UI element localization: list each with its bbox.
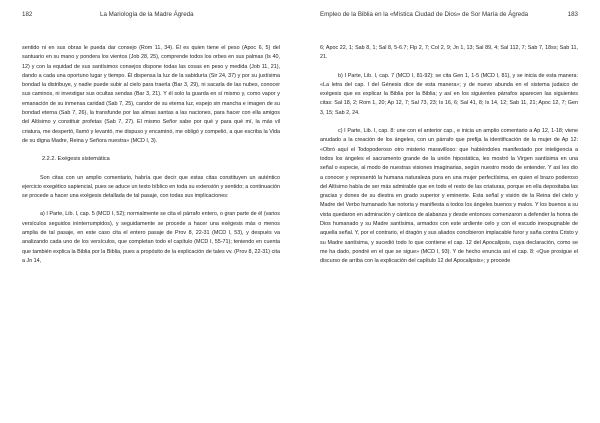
left-page-number: 182 xyxy=(22,11,33,18)
left-paragraph-1: sentido ni en sus obras le pueda dar consejo (Rom 11, 34). Él es quien tiene el peso (Apoc 6, 5) del santuario en su mano y pondera los vientos (Job 28, 25), comprende todos los orbes en sus palmas (Is 40, 12) y con la equidad de sus santísimos consejos dispone todas las cosas en peso y medida (Job 11, 21), dando a cada una oportuno lugar y tiempo. Él dispensa la luz de la sabiduría (Sir 24, 37) y por su justísima bondad la distribuye, y nadie puede subir al cielo para traerla (Bar 3, 29), ni sacarla de las nubes, conocer sus caminos, ni investigar sus ocultas sendas (Bar 3, 21). Y él solo la guarda en sí mismo y, como vapor y emanación de su inmensa caridad (Sab 7, 25), candor de su eterna luz, espejo sin mancha e imagen de su bondad eterna (Sab 7, 26), la transfunde por las almas santas a las naciones, para hacer con ella amigos del Altísimo y constituir profetas (Sab 7, 27). El mismo Señor sabe por qué y para qué mí, la más vil criatura, me despertó, llamó y levantó, me dispuso y encaminó, me obligó y compelió, a que escriba la Vida de su digna Madre, Reina y Señora nuestra» (MCD I, 3). xyxy=(22,45,280,144)
left-paragraph-2: Son citas con un amplio comentario, habría que decir que estas citas constituyen un auténtico ejercicio exegético sapiencial, pues se aduce un texto bíblico en toda su extensión y sentido; a continuación se procede a hacer una exégesis detallada de tal pasaje, con todas sus implicaciones: xyxy=(22,174,280,200)
left-page-body xyxy=(22,44,280,266)
right-page xyxy=(300,0,600,423)
right-paragraph-2: b) I Parte, Lib. I, cap. 7 (MCD I, 81-92): se cita Gen 1, 1-5 (MCD I, 81), y se inicia de esta manera: «La letra del cap. I del Génesis dice de esta manera»; y de nuevo abunda en el sistema judaico de exégesis que es explicar la Biblia por la Biblia; y así en los siguientes párrafos aparecen las siguientes citas: Sal 18, 2; Rom 1, 20; Ap 12, 7; Sal 73, 23; Is 16, 6; Sal 41, 8; Is 14, 12; Sab 11, 21; Apoc 12, 7; Gen 3, 15; Sab 2, 24. xyxy=(320,72,578,116)
left-page-header xyxy=(22,8,280,22)
right-page-body xyxy=(320,44,578,267)
right-page-header xyxy=(320,8,578,22)
section-title: 2.2.2. Exégesis sistemática xyxy=(42,156,110,163)
right-paragraph-3: c) I Parte, Lib. I, cap. 8: une con el anterior cap., e inicia un amplio comentario a Ap 12, 1-18; viene anudado a la creación de los ángeles, con un párrafo que prefija la identificación de la mujer de Ap 12: «Obró aquí el Todopoderoso otro misterio maravilloso: que habiéndoles manifestado por inteligencia a todos los ángeles el sacramento grande de la unión hipostática, les mostró la Virgen santísima en una señal o especie, al modo de nuestras visiones imaginarias, según nuestro modo de entender. Y así les dio a conocer y representó la humana naturaleza pura en una mujer perfectísima, en quien el brazo poderoso del Altísimo había de ser más admirable que en todo el resto de las criaturas, porque en ella depositaba las gracias y dones de su diestra en grado superior y eminente. Esta señal y visión de la Reina del cielo y Madre del Verbo humanado fue notoria y manifiesta a todos los ángeles buenos y malos. Y los buenos a su vista quedaron en admiración y cánticos de alabanza y desde entonces comenzaron a defender la honra de Dios humanado y su Madre santísima, armados con este ardiente celo y con el escudo inexpugnable de aquella señal. Y, por el contrario, el dragón y sus aliados concibieron implacable furor y saña contra Cristo y su Madre santísima, y sucedió todo lo que contiene el cap. 12 del Apocalipsis, cuya declaración, como se me ha dado, pondré en el que se sigue» (MCD I, 93). Y de hecho enuncia así el cap. 8: «Que prosigue el discurso de arriba con la explicación del capítulo 12 del Apocalipsis»; y procede xyxy=(320,128,578,265)
right-running-title: Empleo de la Biblia en la «Mística Ciudad de Dios» de Sor María de Ágreda xyxy=(320,11,529,18)
left-paragraph-3: a) I Parte, Lib. I, cap. 5 (MCD I, 52); normalmente se cita el párrafo entero, o gran parte de él (varios versículos seguidos ininterrumpidos), y seguidamente se procede a hacer una exégesis más o menos amplia de tal pasaje, en este caso cita el entero pasaje de Prov 8, 22-31 (MCD I, 53), y después va analizando cada uno de los versículos, que completan todo el capítulo (MCD I, 55-71); teniendo en cuenta que también explica la Biblia por la Biblia, pues a propósito de la explicación de tales vv. (Prov 8, 22-31) cita a Jn 14, xyxy=(22,211,280,264)
right-paragraph-1: 6; Apoc 22, 1; Sab 8, 1; Sal 8, 5-6.7; Flp 2, 7; Col 2, 9; Jn 1, 13; Sal 89, 4; Sal 112, 7; Sab 7, 18ss; Sab 11, 21. xyxy=(320,45,578,61)
right-page-number: 183 xyxy=(567,11,578,18)
left-running-title: La Mariología de la Madre Ágreda xyxy=(100,11,194,18)
